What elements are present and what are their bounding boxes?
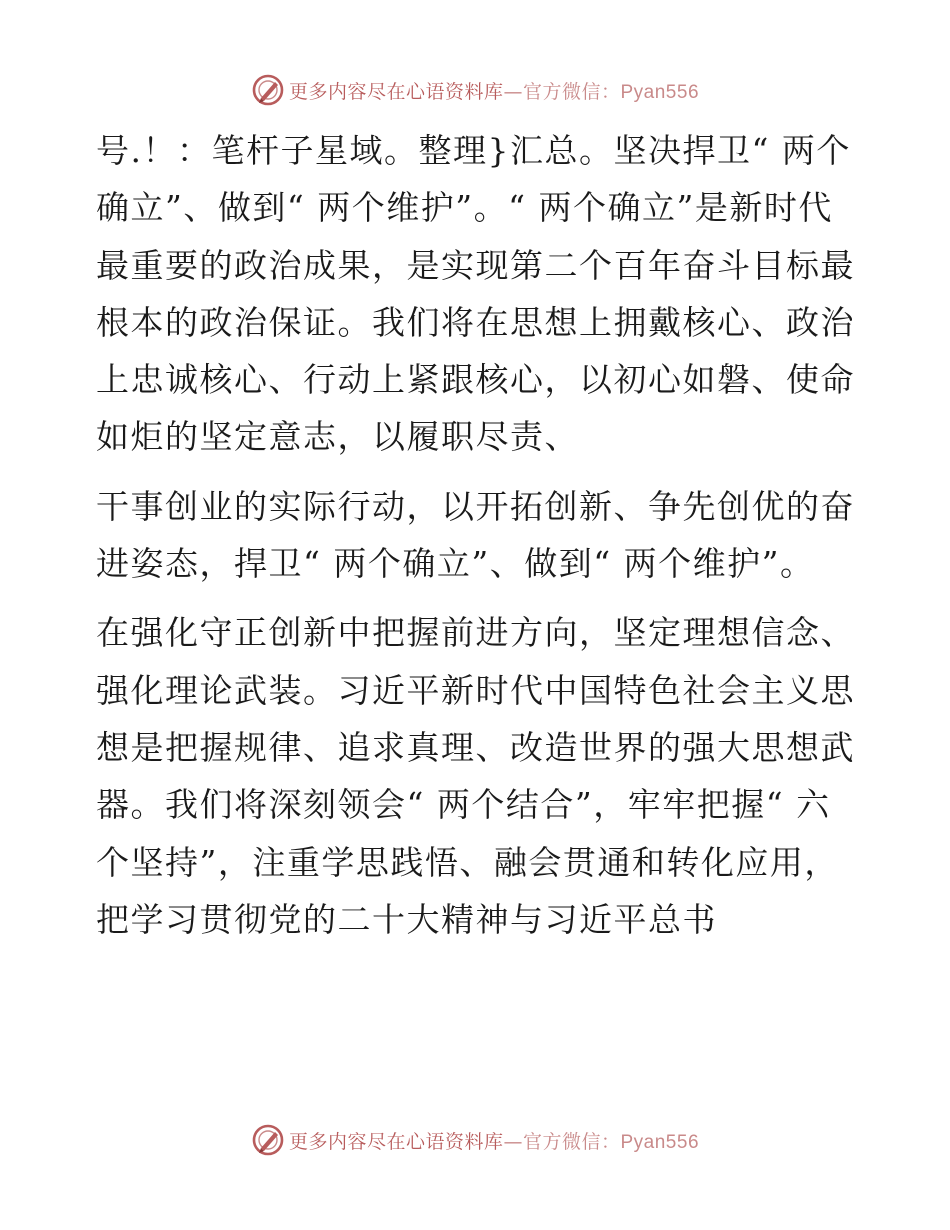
document-body <box>96 122 856 948</box>
header-watermark <box>0 68 950 112</box>
watermark-wechat-id: Pyan556 <box>620 81 700 103</box>
footer-watermark <box>0 1118 950 1162</box>
watermark-text <box>289 1127 699 1154</box>
pen-circle-logo-icon <box>251 73 285 107</box>
pen-circle-logo-icon <box>251 1123 285 1157</box>
watermark-wechat-label: 官方微信： <box>522 1130 621 1153</box>
watermark-dash: — <box>503 80 523 103</box>
watermark-dash: — <box>503 1130 523 1153</box>
watermark-main-text: 更多内容尽在心语资料库 <box>288 80 504 103</box>
watermark-wechat-id: Pyan556 <box>620 1131 700 1153</box>
paragraph-3: 在强化守正创新中把握前进方向，坚定理想信念、强化理论武装。习近平新时代中国特色社会主义思想是把握规律、追求真理、改造世界的强大思想武器。我们将深刻领会“ 两个结合”，牢牢把握“ 六个坚持”，注重学思践悟、融会贯通和转化应用，把学习贯彻党的二十大精神与习近平总书 <box>96 613 855 939</box>
watermark-text <box>289 77 699 104</box>
paragraph-2: 干事创业的实际行动，以开拓创新、争先创优的奋进姿态，捍卫“ 两个确立”、做到“ 两个维护”。 <box>96 486 855 584</box>
watermark-wechat-label: 官方微信： <box>522 80 621 103</box>
paragraph-1: 号.！：笔杆子星域。整理}汇总。坚决捍卫“ 两个确立”、做到“ 两个维护”。“ 两个确立”是新时代最重要的政治成果，是实现第二个百年奋斗目标最根本的政治保证。我们将在思想上拥戴核心、政治上忠诚核心、行动上紧跟核心，以初心如磐、使命如炬的坚定意志，以履职尽责、 <box>96 131 855 457</box>
watermark-main-text: 更多内容尽在心语资料库 <box>288 1130 504 1153</box>
